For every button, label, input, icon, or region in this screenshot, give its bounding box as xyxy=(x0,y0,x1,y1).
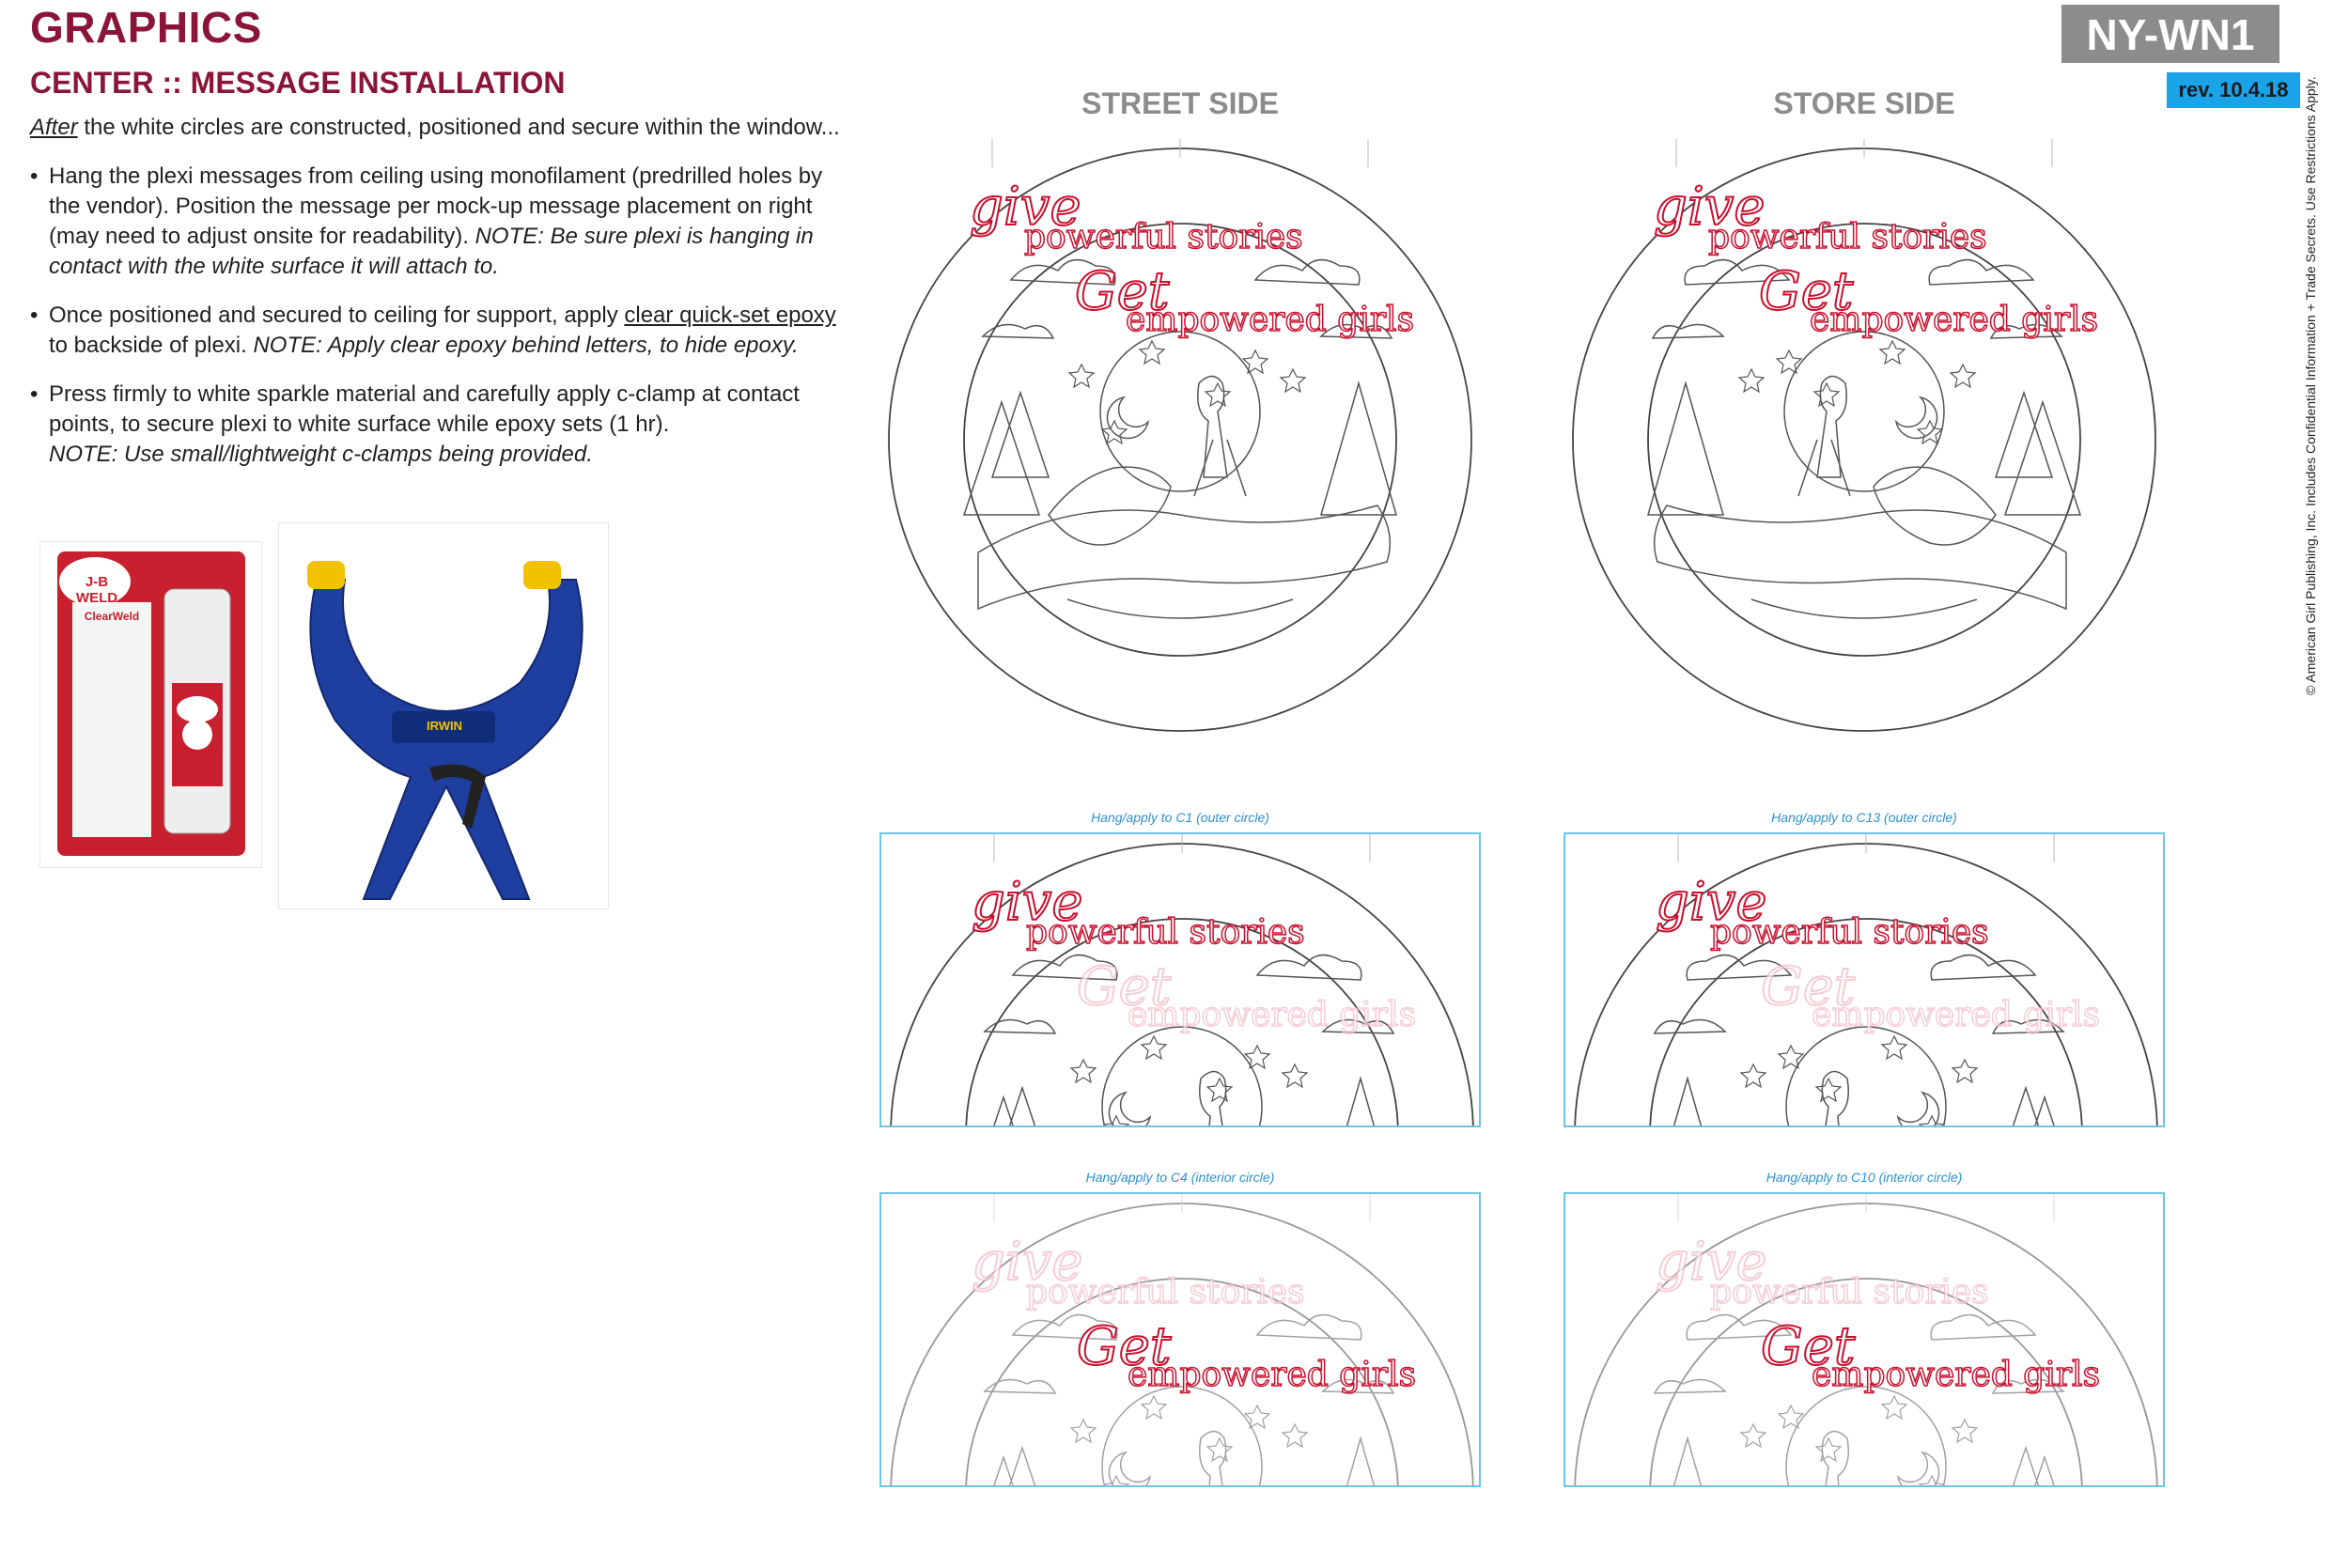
message-get: Get xyxy=(1077,956,1172,1017)
instruction-step xyxy=(30,162,857,282)
street-outer-panel xyxy=(879,832,1481,1127)
street-side-mockup xyxy=(879,139,1481,740)
instruction-step xyxy=(30,301,857,361)
message-line-2: empowered girls xyxy=(1810,301,2099,339)
intro-text xyxy=(30,113,840,143)
message-get: Get xyxy=(1759,261,1854,322)
intro-rest: the white circles are constructed, positioned and secure within the window... xyxy=(77,115,840,140)
message-line-2: empowered girls xyxy=(1128,996,1417,1034)
message-line-1: powerful stories xyxy=(1024,218,1303,256)
street-inner-caption: Hang/apply to C4 (interior circle) xyxy=(1085,1170,1275,1185)
message-get: Get xyxy=(1077,1316,1172,1377)
message-give: give xyxy=(970,177,1081,238)
step-note: NOTE: Apply clear epoxy behind letters, to hide epoxy. xyxy=(253,333,799,358)
message-line-1: powerful stories xyxy=(1710,913,1989,952)
message-get: Get xyxy=(1075,261,1170,322)
step-text: Press firmly to white sparkle material and carefully apply c-clamp at contact points, to secure plexi to white surface while epoxy sets (1 hr). xyxy=(49,381,800,437)
store-outer-caption: Hang/apply to C13 (outer circle) xyxy=(1771,810,1957,825)
intro-lead: After xyxy=(30,115,78,140)
step-text: Once positioned and secured to ceiling for support, apply xyxy=(49,303,625,328)
page-title: GRAPHICS xyxy=(30,3,262,52)
document-code-badge: NY-WN1 xyxy=(2061,5,2279,63)
store-inner-panel xyxy=(1563,1192,2165,1487)
message-line-2: empowered girls xyxy=(1126,301,1415,339)
step-text: Hang the plexi messages from ceiling using monofilament (predrilled holes by the vendor). Position the message per mock-up message placement on right (may need to adjust onsite for readability). xyxy=(49,163,823,249)
clamp-brand-label: IRWIN xyxy=(426,719,463,733)
epoxy-product-image xyxy=(39,541,262,868)
store-inner-caption: Hang/apply to C10 (interior circle) xyxy=(1766,1170,1963,1185)
instruction-step xyxy=(30,380,857,470)
message-line-1: powerful stories xyxy=(1026,913,1305,952)
instruction-list xyxy=(30,162,857,489)
message-line-1: powerful stories xyxy=(1026,1273,1305,1312)
clamp-product-image xyxy=(278,522,609,909)
step-note: NOTE: Use small/lightweight c-clamps being provided. xyxy=(49,442,593,467)
message-line-2: empowered girls xyxy=(1128,1356,1417,1394)
step-text: to backside of plexi. xyxy=(49,333,254,358)
message-line-2: empowered girls xyxy=(1812,996,2101,1034)
section-subtitle: CENTER :: MESSAGE INSTALLATION xyxy=(30,66,566,100)
street-inner-panel xyxy=(879,1192,1481,1487)
message-give: give xyxy=(1656,872,1767,933)
message-get: Get xyxy=(1761,956,1856,1017)
store-side-mockup xyxy=(1563,139,2165,740)
epoxy-brand-label: J-B WELD xyxy=(75,574,118,606)
message-give: give xyxy=(1656,1232,1767,1293)
message-give: give xyxy=(1654,177,1766,238)
store-outer-panel xyxy=(1563,832,2165,1127)
revision-badge: rev. 10.4.18 xyxy=(2167,72,2300,108)
epoxy-link[interactable]: clear quick-set epoxy xyxy=(624,303,836,328)
street-outer-caption: Hang/apply to C1 (outer circle) xyxy=(1091,810,1269,825)
message-give: give xyxy=(972,872,1083,933)
message-line-1: powerful stories xyxy=(1708,218,1987,256)
step-note: NOTE: Be sure plexi is hanging in contact with the white surface it will attach to. xyxy=(49,224,814,279)
epoxy-name-label: ClearWeld xyxy=(84,610,140,623)
copyright-notice: © American Girl Publishing, Inc. Includes Confidential Information + Trade Secrets. Use Restrictions Apply. xyxy=(2303,76,2318,695)
message-get: Get xyxy=(1761,1316,1856,1377)
message-line-2: empowered girls xyxy=(1812,1356,2101,1394)
store-side-label: STORE SIDE xyxy=(1773,86,1955,120)
message-line-1: powerful stories xyxy=(1710,1273,1989,1312)
message-give: give xyxy=(972,1232,1083,1293)
street-side-label: STREET SIDE xyxy=(1081,86,1279,120)
